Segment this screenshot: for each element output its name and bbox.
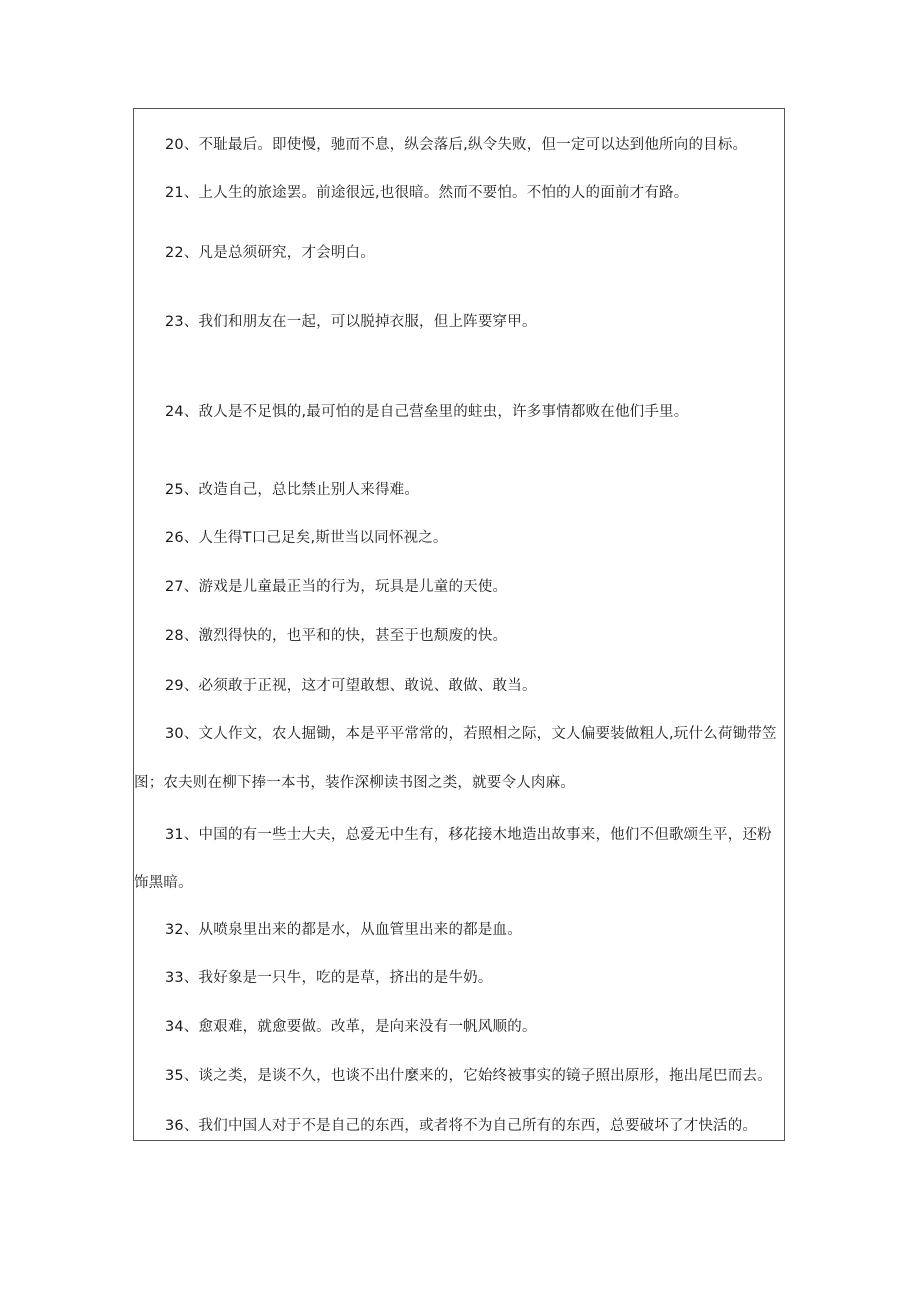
quote-23: 23、我们和朋友在一起，可以脱掉衣服，但上阵要穿甲。: [165, 314, 537, 330]
quote-27: 27、游戏是儿童最正当的行为，玩具是儿童的天使。: [165, 579, 508, 595]
quote-31: 31、中国的有一些士大夫，总爱无中生有，移花接木地造出故事来，他们不但歌颂生平，还粉: [165, 827, 772, 843]
quote-33: 33、我好象是一只牛，吃的是草，挤出的是牛奶。: [165, 970, 493, 986]
quote-30: 30、文人作文，农人掘锄，本是平平常常的，若照相之际，文人偏要装做粗人,玩什么荷锄带笠: [165, 726, 777, 742]
quote-22: 22、凡是总须研究，才会明白。: [165, 245, 375, 261]
quote-35: 35、谈之类，是谈不久，也谈不出什麼来的，它始终被事实的镜子照出原形，拖出尾巴而去。: [165, 1068, 772, 1084]
quote-31-continuation: 饰黑暗。: [134, 875, 193, 891]
quote-20: 20、不耻最后。即使慢，驰而不息，纵会落后,纵令失败，但一定可以达到他所向的目标。: [165, 137, 748, 153]
quote-28: 28、激烈得快的，也平和的快，甚至于也颓废的快。: [165, 628, 508, 644]
quote-32: 32、从喷泉里出来的都是水，从血管里出来的都是血。: [165, 922, 522, 938]
quote-21: 21、上人生的旅途罢。前途很远,也很暗。然而不要怕。不怕的人的面前才有路。: [165, 185, 689, 201]
quote-25: 25、改造自己，总比禁止别人来得难。: [165, 482, 420, 498]
quote-29: 29、必须敢于正视，这才可望敢想、敢说、敢做、敢当。: [165, 678, 537, 694]
quote-34: 34、愈艰难，就愈要做。改革，是向来没有一帆风顺的。: [165, 1019, 537, 1035]
quote-30-continuation: 图；农夫则在柳下捧一本书，装作深柳读书图之类，就要令人肉麻。: [134, 775, 575, 791]
quote-24: 24、敌人是不足惧的,最可怕的是自己营垒里的蛀虫，许多事情都败在他们手里。: [165, 404, 689, 420]
quote-36: 36、我们中国人对于不是自己的东西，或者将不为自己所有的东西，总要破坏了才快活的。: [165, 1118, 758, 1134]
quote-26: 26、人生得T口己足矣,斯世当以同怀视之。: [165, 530, 448, 546]
